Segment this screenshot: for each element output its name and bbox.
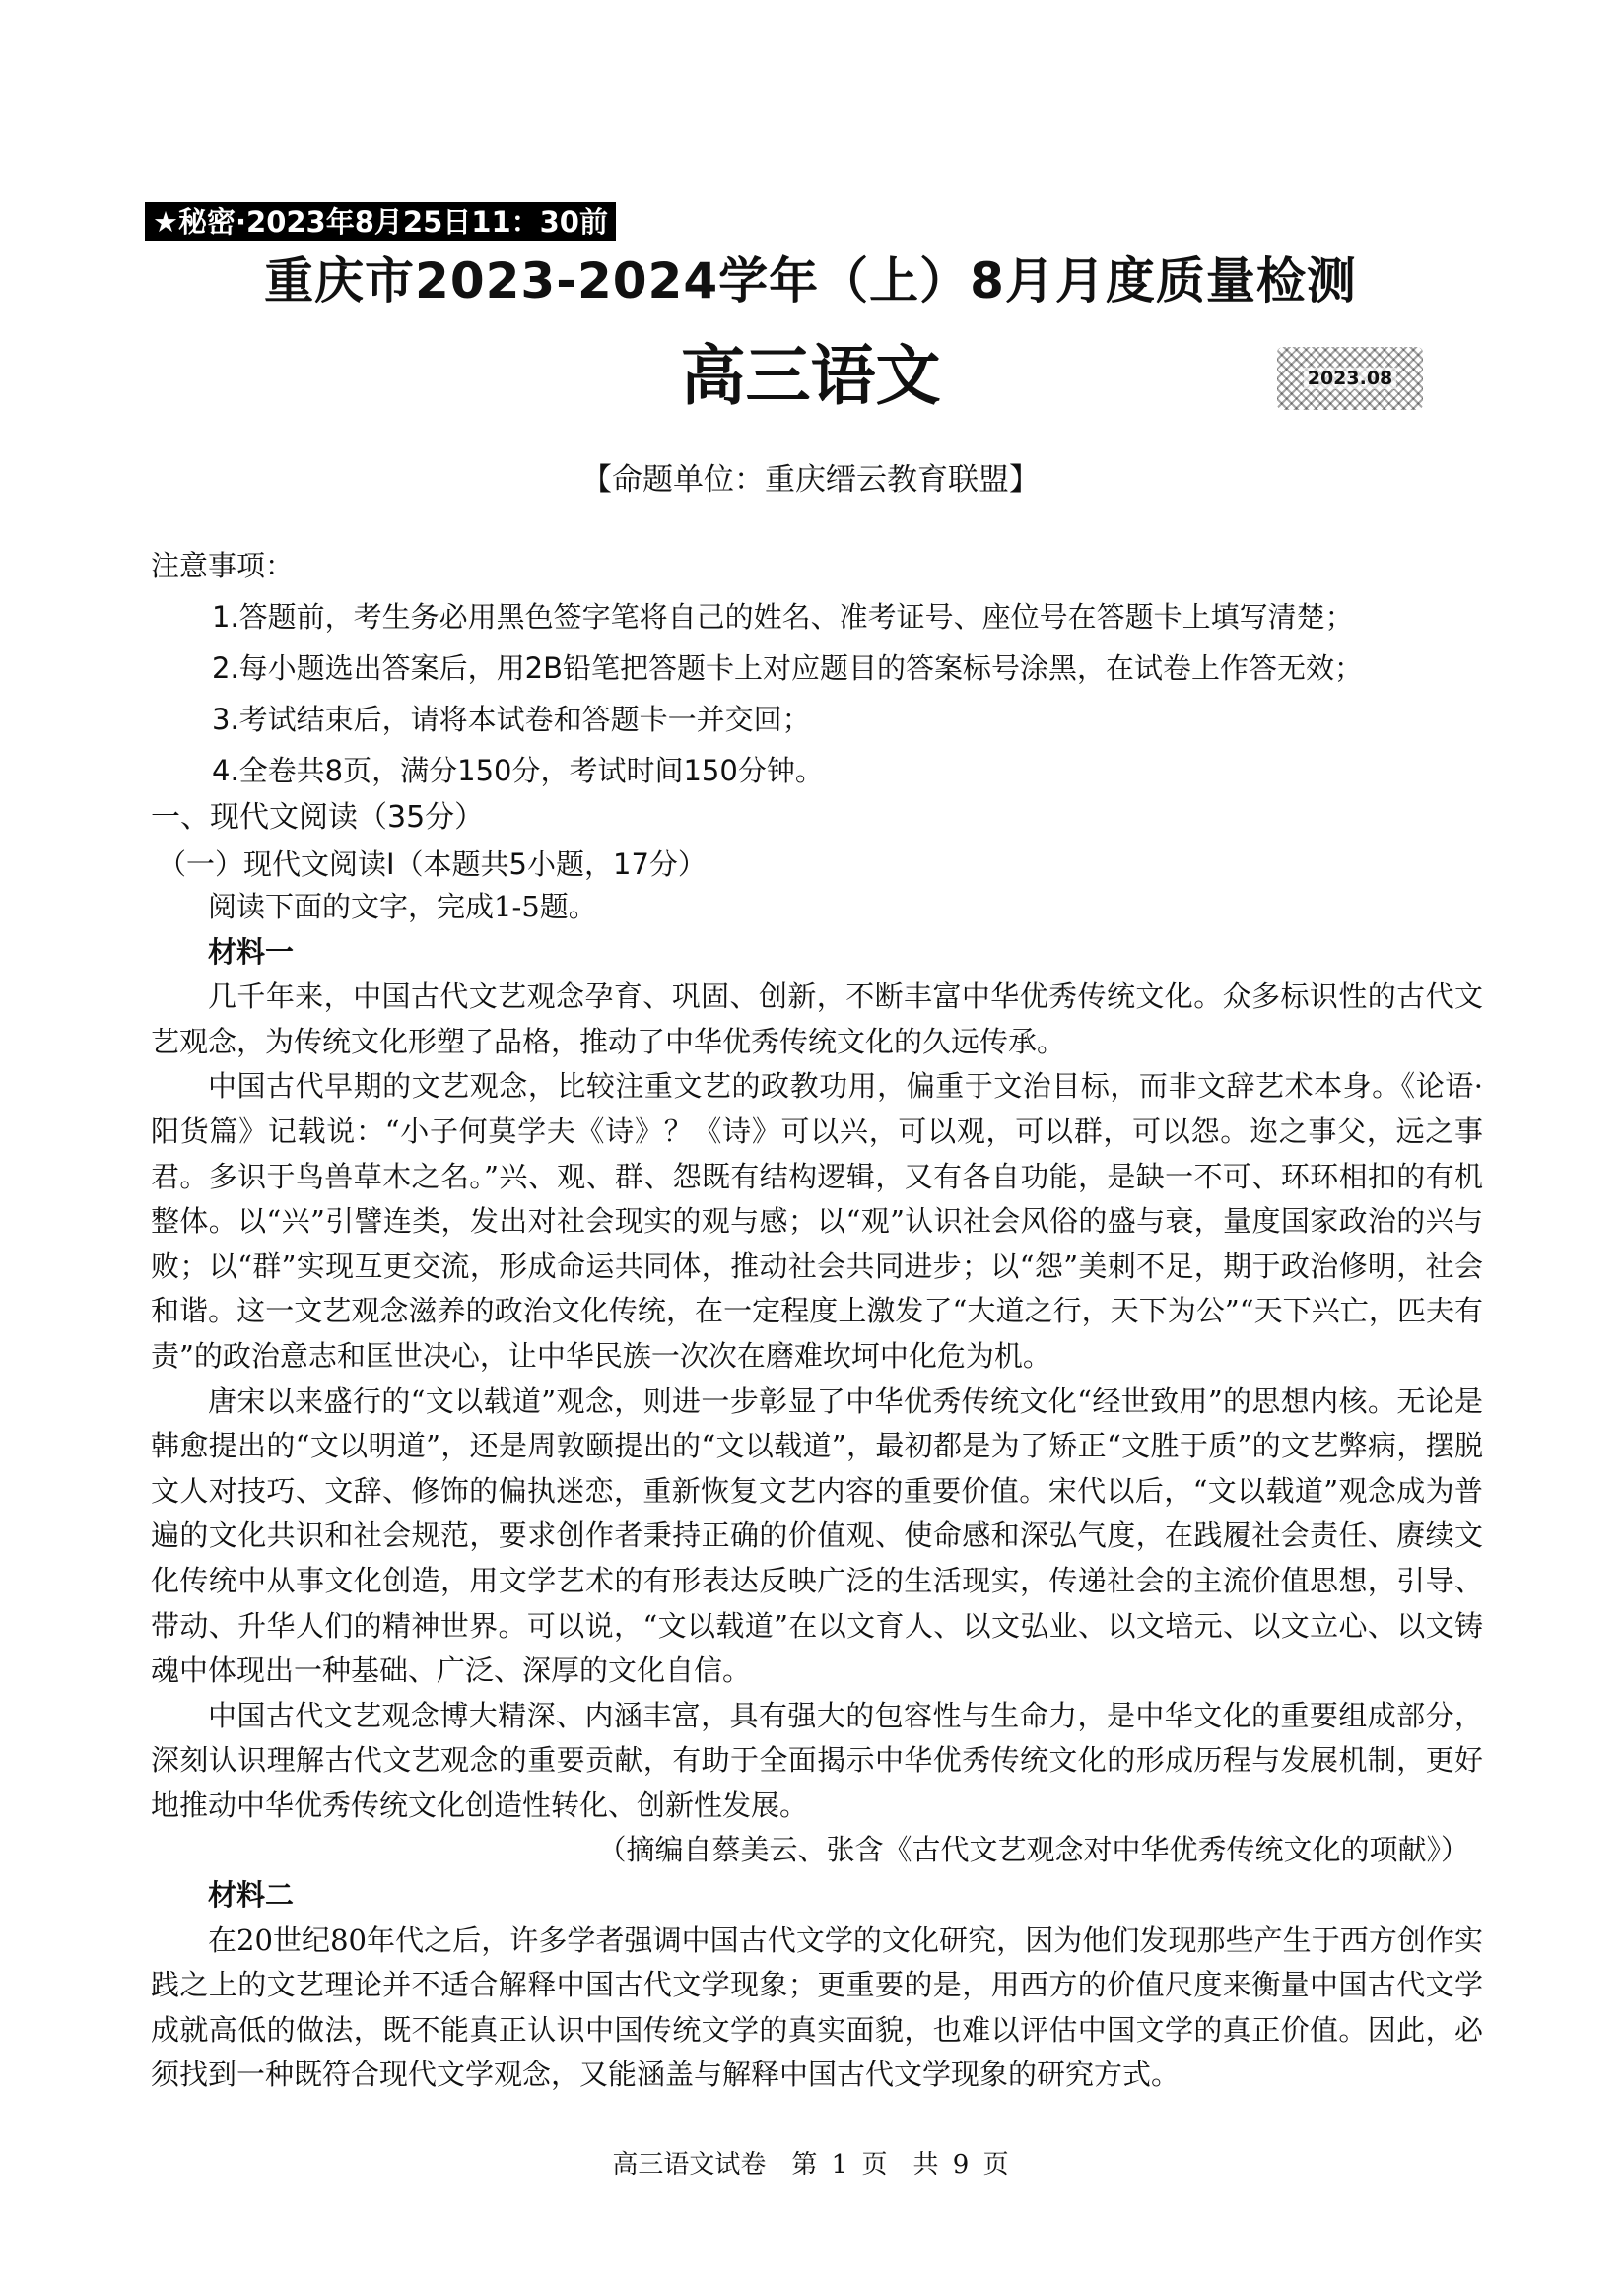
subject-title: 高三语文 <box>680 338 941 414</box>
notice-item: 1.答题前，考生务必用黑色签字笔将自己的姓名、准考证号、座位号在答题卡上填写清楚； <box>212 600 1354 634</box>
notice-item: 3.考试结束后，请将本试卷和答题卡一并交回； <box>212 703 811 736</box>
issuing-unit: 【命题单位：重庆缙云教育联盟】 <box>581 462 1040 498</box>
instruction: 阅读下面的文字，完成1-5题。 <box>208 890 597 923</box>
source-citation: （摘编自蔡美云、张含《古代文艺观念对中华优秀传统文化的项献》） <box>597 1833 1469 1867</box>
exam-title: 重庆市2023-2024学年（上）8月月度质量检测 <box>264 252 1357 309</box>
subsection-title: （一）现代文阅读Ⅰ（本题共5小题，17分） <box>158 847 707 881</box>
paragraph: 唐宋以来盛行的“文以载道”观念，则进一步彰显了中华优秀传统文化“经世致用”的思想内核。无论是韩愈提出的“文以明道”，还是周敦颐提出的“文以载道”，最初都是为了矫正“文胜于质”的文艺弊病，摆脱文人对技巧、文辞、修饰的偏执迷恋，重新恢复文艺内容的重要价值。宋代以后，“文以载道”观念成为普遍的文化共识和社会规范，要求创作者秉持正确的价值观、使命感和深弘气度，在践履社会责任、赓续文化传统中从事文化创造，用文学艺术的有形表达反映广泛的生活现实，传递社会的主流价值思想，引导、带动、升华人们的精神世界。可以说，“文以载道”在以文育人、以文弘业、以文培元、以文立心、以文铸魂中体现出一种基础、广泛、深厚的文化自信。 <box>151 1384 1483 1688</box>
date-stamp-text: 2023.08 <box>1304 368 1397 389</box>
paragraph: 中国古代文艺观念博大精深、内涵丰富，具有强大的包容性与生命力，是中华文化的重要组成部分，深刻认识理解古代文艺观念的重要贡献，有助于全面揭示中华优秀传统文化的形成历程与发展机制，更好地推动中华优秀传统文化创造性转化、创新性发展。 <box>151 1698 1483 1822</box>
notice-item: 2.每小题选出答案后，用2B铅笔把答题卡上对应题目的答案标号涂黑，在试卷上作答无效； <box>212 651 1364 685</box>
reading-passage <box>151 885 1483 2098</box>
page-footer: 高三语文试卷 第 1 页 共 9 页 <box>612 2150 1009 2180</box>
paragraph: 几千年来，中国古代文艺观念孕育、巩固、创新，不断丰富中华优秀传统文化。众多标识性的古代文艺观念，为传统文化形塑了品格，推动了中华优秀传统文化的久远传承。 <box>151 979 1483 1058</box>
notice-block <box>151 540 1481 796</box>
paragraph: 中国古代早期的文艺观念，比较注重文艺的政教功用，偏重于文治目标，而非文辞艺术本身。《论语·阳货篇》记载说：“小子何莫学夫《诗》？《诗》可以兴，可以观，可以群，可以怨。迩之事父，远之事君。多识于鸟兽草木之名。”兴、观、群、怨既有结构逻辑，又有各自功能，是缺一不可、环环相扣的有机整体。以“兴”引譬连类，发出对社会现实的观与感；以“观”认识社会风俗的盛与衰，量度国家政治的兴与败；以“群”实现互更交流，形成命运共同体，推动社会共同进步；以“怨”美刺不足，期于政治修明，社会和谐。这一文艺观念滋养的政治文化传统，在一定程度上激发了“大道之行，天下为公”“天下兴亡，匹夫有责”的政治意志和匡世决心，让中华民族一次次在磨难坎坷中化危为机。 <box>151 1069 1483 1373</box>
section-title: 一、现代文阅读（35分） <box>151 800 485 835</box>
material-1-label: 材料一 <box>208 934 295 969</box>
notice-item: 4.全卷共8页，满分150分，考试时间150分钟。 <box>212 754 824 787</box>
date-stamp <box>1277 347 1423 410</box>
notice-heading: 注意事项： <box>151 549 295 582</box>
paragraph: 在20世纪80年代之后，许多学者强调中国古代文学的文化研究，因为他们发现那些产生于西方创作实践之上的文艺理论并不适合解释中国古代文学现象；更重要的是，用西方的价值尺度来衡量中国古代文学成就高低的做法，既不能真正认识中国传统文学的真实面貌，也难以评估中国文学的真正价值。因此，必须找到一种既符合现代文学观念，又能涵盖与解释中国古代文学现象的研究方式。 <box>151 1923 1483 2092</box>
material-2-label: 材料二 <box>208 1878 295 1913</box>
confidential-label: ★秘密·2023年8月25日11：30前 <box>145 202 616 241</box>
